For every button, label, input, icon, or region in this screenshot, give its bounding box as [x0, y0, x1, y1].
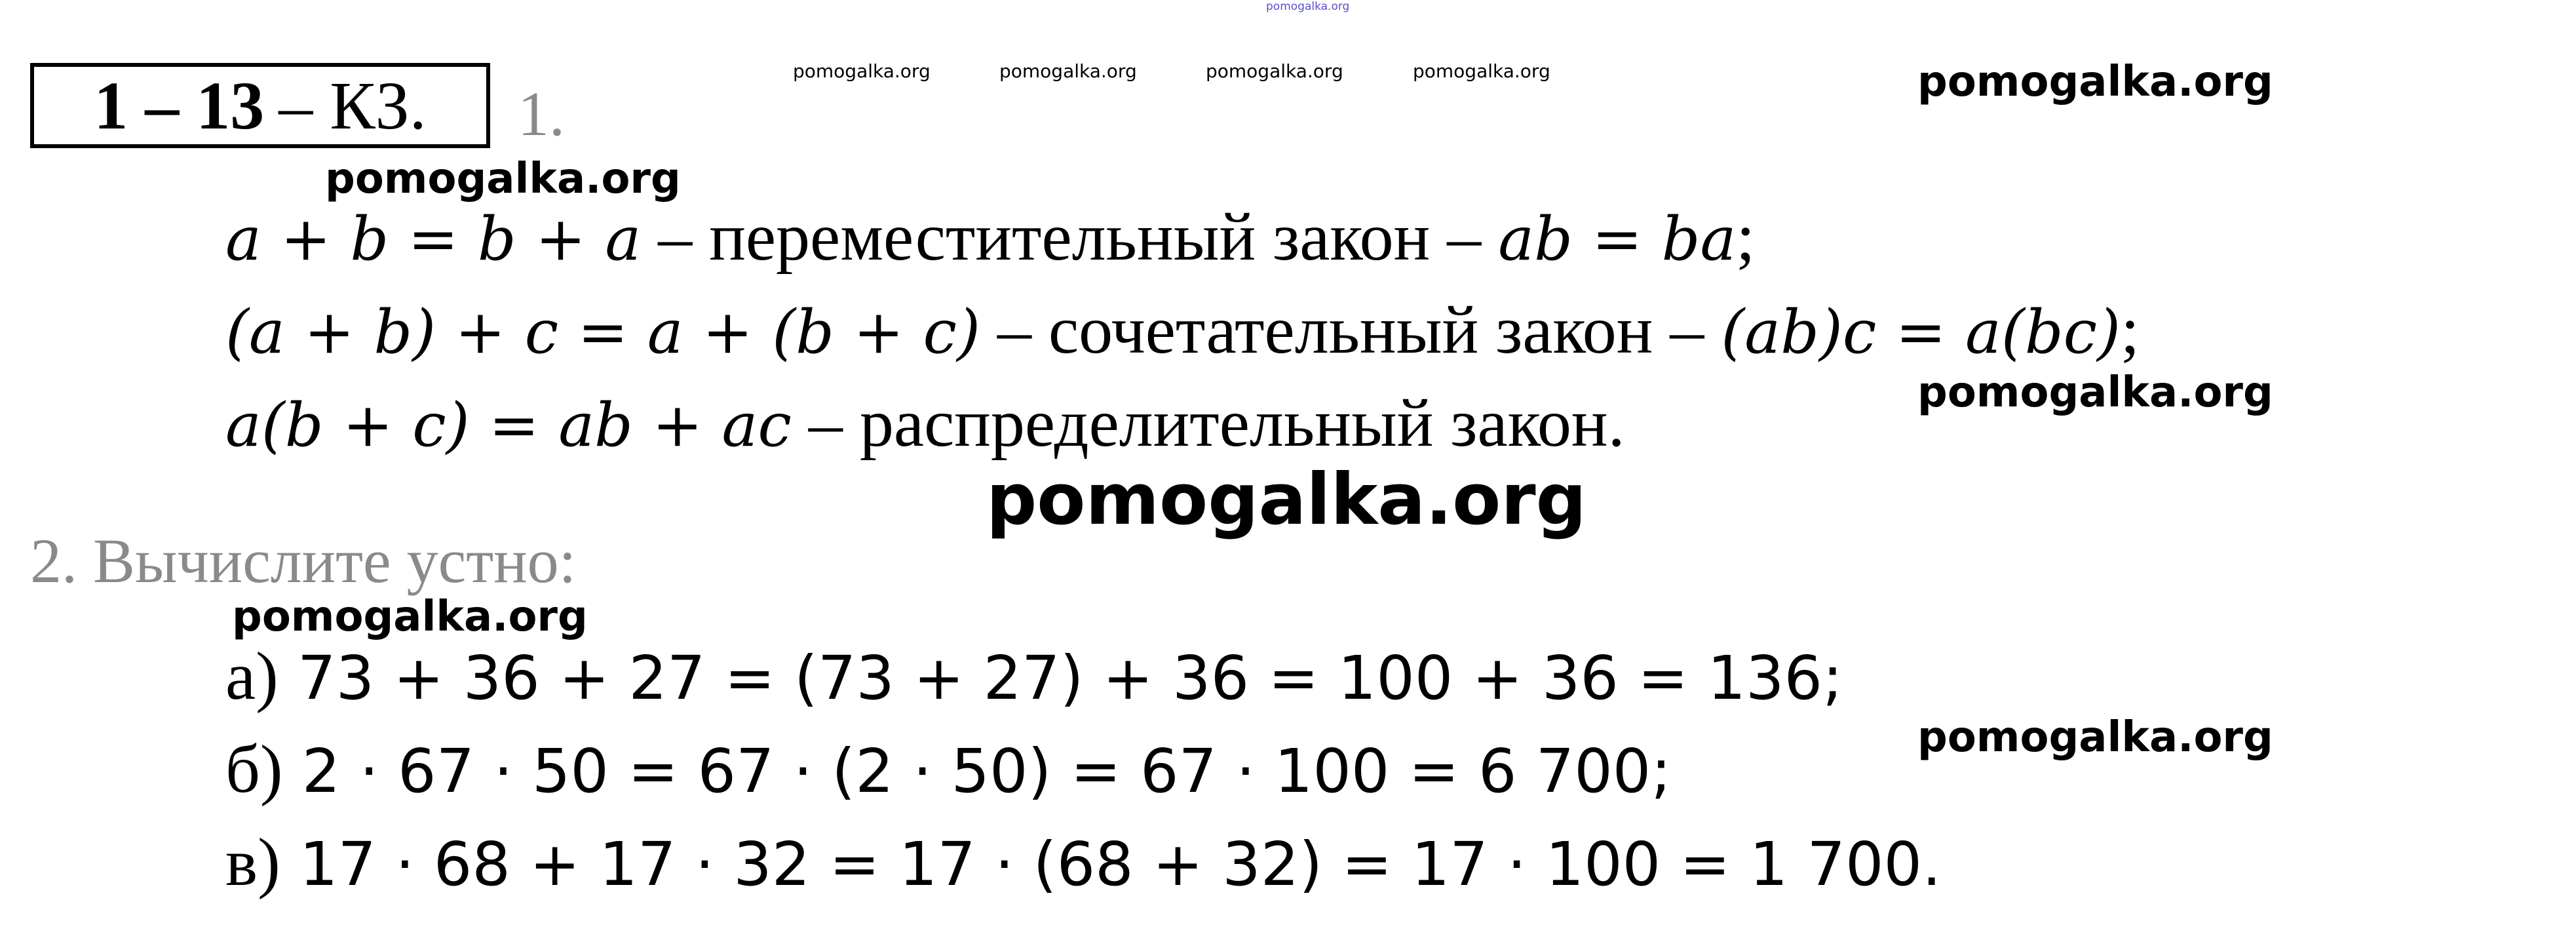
- badge-number: 1 – 13: [94, 68, 265, 144]
- badge-suffix: – КЗ.: [279, 68, 427, 144]
- law-formula-mult: (ab)c = a(bc): [1721, 297, 2121, 367]
- law-text: – переместительный закон –: [641, 199, 1499, 275]
- watermark-under-badge: pomogalka.org: [325, 155, 681, 203]
- watermark-small-1: pomogalka.org: [793, 60, 931, 82]
- watermark-top-right: pomogalka.org: [1917, 58, 2273, 106]
- law-text: – распределительный закон.: [791, 385, 1625, 461]
- watermark-right-mid: pomogalka.org: [1917, 368, 2273, 417]
- calculation-c: [225, 825, 1942, 900]
- law-formula: a + b = b + a: [225, 204, 642, 274]
- watermark-small-3: pomogalka.org: [1206, 60, 1343, 82]
- task-two-prompt: 2. Вычислите устно:: [30, 526, 577, 596]
- calc-expression: 17 · 68 + 17 · 32 = 17 · (68 + 32) = 17 · 100 = 1 700.: [280, 829, 1942, 899]
- law-formula: (a + b) + c = a + (b + c): [225, 297, 980, 367]
- task-one-number: 1.: [518, 79, 565, 149]
- law-end: ;: [1736, 199, 1756, 275]
- watermark-tiny: pomogalka.org: [1266, 0, 1350, 13]
- law-text: – сочетательный закон –: [980, 292, 1721, 368]
- law-formula-mult: ab = ba: [1498, 204, 1737, 274]
- calc-expression: 2 · 67 · 50 = 67 · (2 · 50) = 67 · 100 = 6 700;: [282, 736, 1672, 806]
- law-distributive: [225, 385, 1625, 461]
- calc-label: б): [225, 732, 283, 807]
- calc-label: а): [225, 638, 279, 714]
- task-badge: [30, 63, 490, 148]
- calc-expression: 73 + 36 + 27 = (73 + 27) + 36 = 100 + 36 = 136;: [278, 643, 1843, 713]
- law-formula: a(b + c) = ab + ac: [225, 390, 792, 460]
- law-end: ;: [2121, 292, 2140, 368]
- watermark-small-4: pomogalka.org: [1413, 60, 1550, 82]
- calc-label: в): [225, 825, 280, 900]
- watermark-left-mid: pomogalka.org: [232, 593, 588, 641]
- watermark-small-2: pomogalka.org: [999, 60, 1137, 82]
- watermark-center: pomogalka.org: [986, 459, 1586, 541]
- calculation-b: [225, 732, 1672, 807]
- watermark-right-low: pomogalka.org: [1917, 713, 2273, 762]
- law-associative: [225, 292, 2140, 368]
- law-commutative: [225, 199, 1756, 275]
- calculation-a: [225, 638, 1843, 714]
